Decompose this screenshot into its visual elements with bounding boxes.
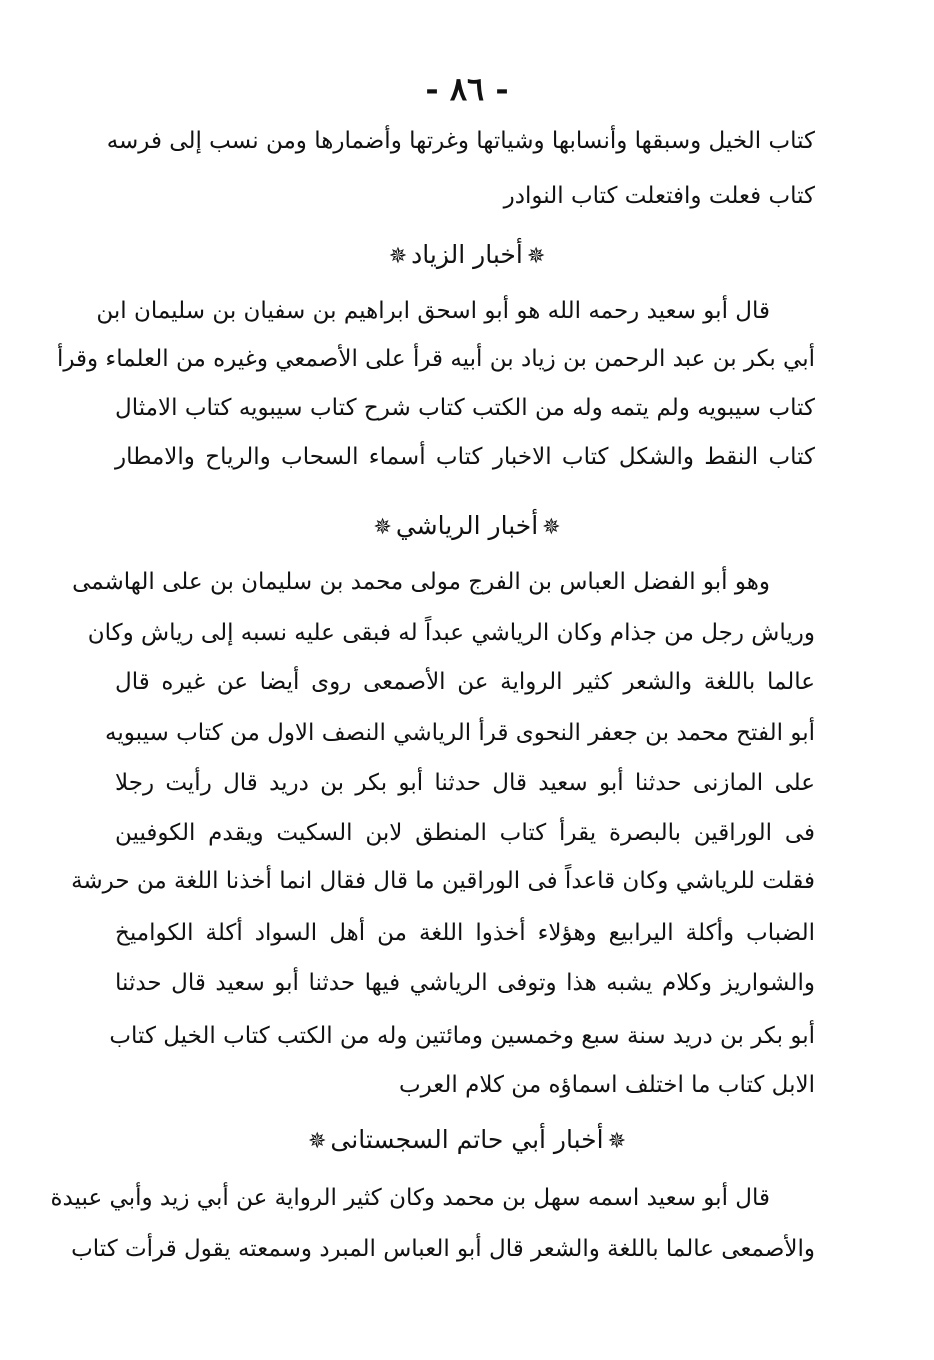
text-line: كتاب النقط والشكل كتاب الاخبار كتاب أسماء السحاب والرياح والامطار <box>115 444 815 470</box>
text-line: عالما باللغة والشعر كثير الرواية عن الأصمعى روى أيضا عن غيره قال <box>115 669 815 695</box>
text-line: كتاب فعلت وافتعلت كتاب النوادر <box>503 183 815 209</box>
section-heading <box>0 510 934 544</box>
section-heading-text: أخبار أبي حاتم السجستانى <box>330 1125 604 1154</box>
star-ornament-icon: ✵ <box>373 515 392 540</box>
section-heading <box>0 239 934 273</box>
text-line: أبو بكر بن دريد سنة سبع وخمسين ومائتين وله من الكتب كتاب الخيل كتاب <box>109 1023 815 1049</box>
text-line: الابل كتاب ما اختلف اسماؤه من كلام العرب <box>398 1072 815 1098</box>
text-line: وهو أبو الفضل العباس بن الفرج مولى محمد بن سليمان بن على الهاشمى <box>72 569 770 595</box>
page-number: - ٨٦ - <box>425 70 509 108</box>
text-line: ورياش رجل من جذام وكان الرياشي عبداً له فبقى عليه نسبه إلى رياش وكان <box>87 620 815 646</box>
section-heading-text: أخبار الرياشي <box>395 511 539 540</box>
text-line: أبي بكر بن عبد الرحمن بن زياد بن أبيه قرأ على الأصمعي وغيره من العلماء وقرأ <box>56 346 815 372</box>
text-line: والشواريز وكلام يشبه هذا وتوفى الرياشي فيها حدثنا أبو سعيد قال حدثنا <box>115 970 815 996</box>
star-ornament-icon: ✵ <box>388 244 408 269</box>
star-ornament-icon: ✵ <box>526 244 546 269</box>
star-ornament-icon: ✵ <box>607 1129 627 1154</box>
text-line: والأصمعى عالما باللغة والشعر قال أبو العباس المبرد وسمعته يقول قرأت كتاب <box>71 1236 815 1262</box>
star-ornament-icon: ✵ <box>542 515 561 540</box>
text-line: فقلت للرياشي وكان قاعداً فى الوراقين ما قال فقال انما أخذنا اللغة من حرشة <box>71 868 815 894</box>
section-heading <box>0 1124 934 1158</box>
text-line: الضباب وأكلة اليرابيع وهؤلاء أخذوا اللغة من أهل السواد أكلة الكواميخ <box>115 920 815 946</box>
text-line: كتاب سيبويه ولم يتمه وله من الكتب كتاب شرح كتاب سيبويه كتاب الامثال <box>115 395 815 421</box>
text-line: قال أبو سعيد رحمه الله هو أبو اسحق ابراهيم بن سفيان بن سليمان ابن <box>96 298 770 324</box>
text-line: قال أبو سعيد اسمه سهل بن محمد وكان كثير الرواية عن أبي زيد وأبي عبيدة <box>50 1185 770 1211</box>
text-line: أبو الفتح محمد بن جعفر النحوى قرأ الرياشي النصف الاول من كتاب سيبويه <box>105 720 815 746</box>
star-ornament-icon: ✵ <box>307 1129 327 1154</box>
text-line: فى الوراقين بالبصرة يقرأ كتاب المنطق لابن السكيت ويقدم الكوفيين <box>115 820 815 846</box>
text-line: على المازنى حدثنا أبو سعيد قال حدثنا أبو بكر بن دريد قال رأيت رجلا <box>115 770 815 796</box>
text-line: كتاب الخيل وسبقها وأنسابها وشياتها وغرتها وأضمارها ومن نسب إلى فرسه <box>106 128 815 154</box>
section-heading-text: أخبار الزياد <box>411 240 523 269</box>
